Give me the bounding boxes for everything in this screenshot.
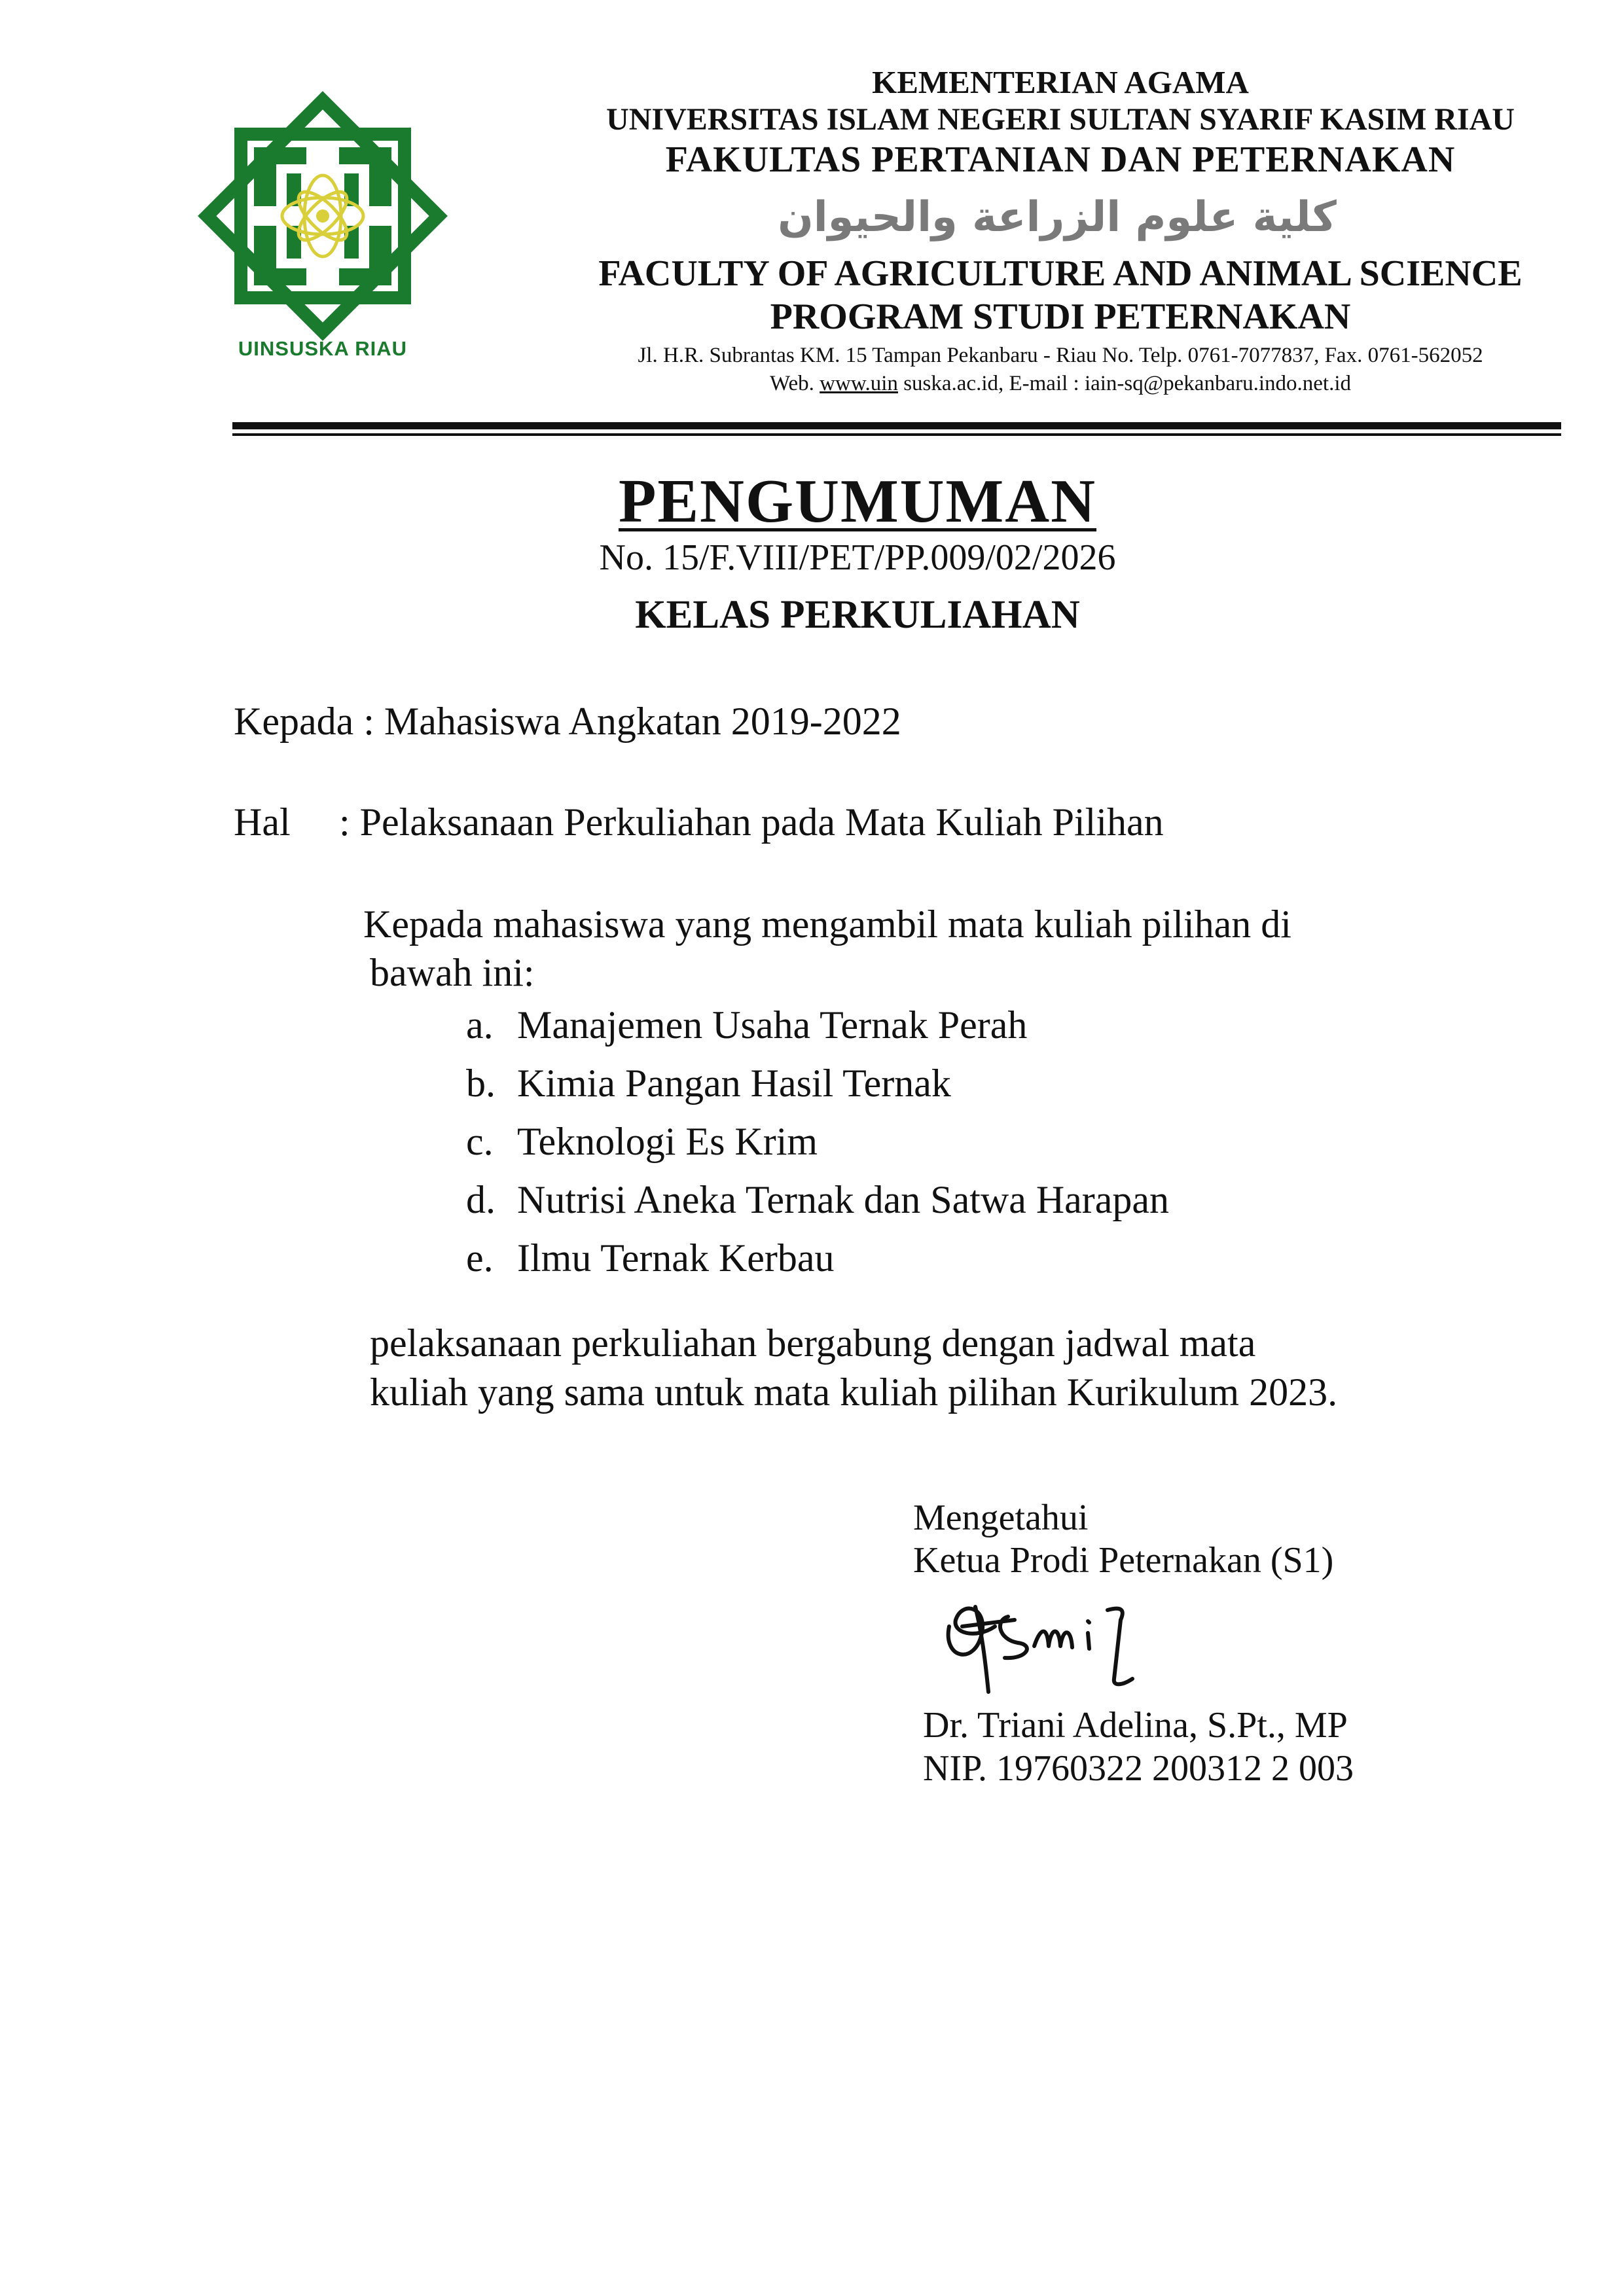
address-line: Jl. H.R. Subrantas KM. 15 Tampan Pekanbaru - Riau No. Telp. 0761-7077837, Fax. 0761-562052 [638,344,1483,367]
course-name: Manajemen Usaha Ternak Perah [517,1003,1028,1047]
list-item [466,1061,1169,1119]
list-item [466,1236,1169,1294]
list-marker: e. [466,1236,494,1280]
list-marker: c. [466,1120,494,1163]
letterhead-divider-thick [232,422,1561,429]
arabic-calligraphy-icon [753,187,1362,245]
faculty-name-en: FACULTY OF AGRICULTURE AND ANIMAL SCIENCE [598,253,1523,294]
recipient-line: Kepada : Mahasiswa Angkatan 2019-2022 [234,700,901,743]
list-item [466,1177,1169,1236]
acknowledge-label: Mengetahui [913,1498,1089,1538]
faculty-name-arabic [753,187,1362,245]
course-name: Nutrisi Aneka Ternak dan Satwa Harapan [517,1178,1170,1221]
uinsuska-emblem-icon [162,75,483,350]
list-marker: d. [466,1178,496,1221]
faculty-name-id: FAKULTAS PERTANIAN DAN PETERNAKAN [665,139,1456,180]
signer-nip: NIP. 19760322 200312 2 003 [923,1748,1354,1789]
announcement-number: No. 15/F.VIII/PET/PP.009/02/2026 [599,537,1116,578]
course-name: Kimia Pangan Hasil Ternak [517,1062,951,1105]
intro-line-2: bawah ini: [370,951,535,994]
program-name: PROGRAM STUDI PETERNAKAN [770,296,1351,337]
subject-label: Hal [234,800,291,844]
signer-name: Dr. Triani Adelina, S.Pt., MP [923,1705,1348,1746]
handwritten-signature [936,1581,1159,1698]
university-name: UNIVERSITAS ISLAM NEGERI SULTAN SYARIF KASIM RIAU [606,102,1515,137]
announcement-subtitle: KELAS PERKULIAHAN [635,593,1080,637]
course-name: Ilmu Ternak Kerbau [517,1236,835,1280]
signer-position: Ketua Prodi Peternakan (S1) [913,1540,1334,1581]
web-link[interactable]: www.uin [820,372,898,395]
ministry-name: KEMENTERIAN AGAMA [872,64,1249,100]
arabic-text: كلية علوم الزراعة والحيوان [778,193,1337,242]
list-item [466,1003,1169,1061]
closing-line-2: kuliah yang sama untuk mata kuliah pilihan Kurikulum 2023. [370,1371,1338,1414]
contact-line [550,372,1571,396]
closing-line-1: pelaksanaan perkuliahan bergabung dengan jadwal mata [370,1321,1256,1365]
list-marker: b. [466,1062,496,1105]
web-prefix: Web. [770,372,820,395]
university-logo [162,75,483,370]
title-block [543,466,1172,537]
letterhead-divider-thin [232,433,1561,436]
course-name: Teknologi Es Krim [517,1120,818,1163]
logo-caption: UINSUSKA RIAU [238,337,408,360]
list-item [466,1119,1169,1177]
contact-rest: suska.ac.id, E-mail : iain-sq@pekanbaru.indo.net.id [897,372,1351,395]
intro-line-1: Kepada mahasiswa yang mengambil mata kuliah pilihan di [363,903,1291,946]
page-title: PENGUMUMAN [618,467,1097,535]
signature-icon [936,1581,1159,1698]
course-list [466,1003,1169,1294]
subject-text: : Pelaksanaan Perkuliahan pada Mata Kuliah Pilihan [339,800,1164,844]
list-marker: a. [466,1003,494,1047]
